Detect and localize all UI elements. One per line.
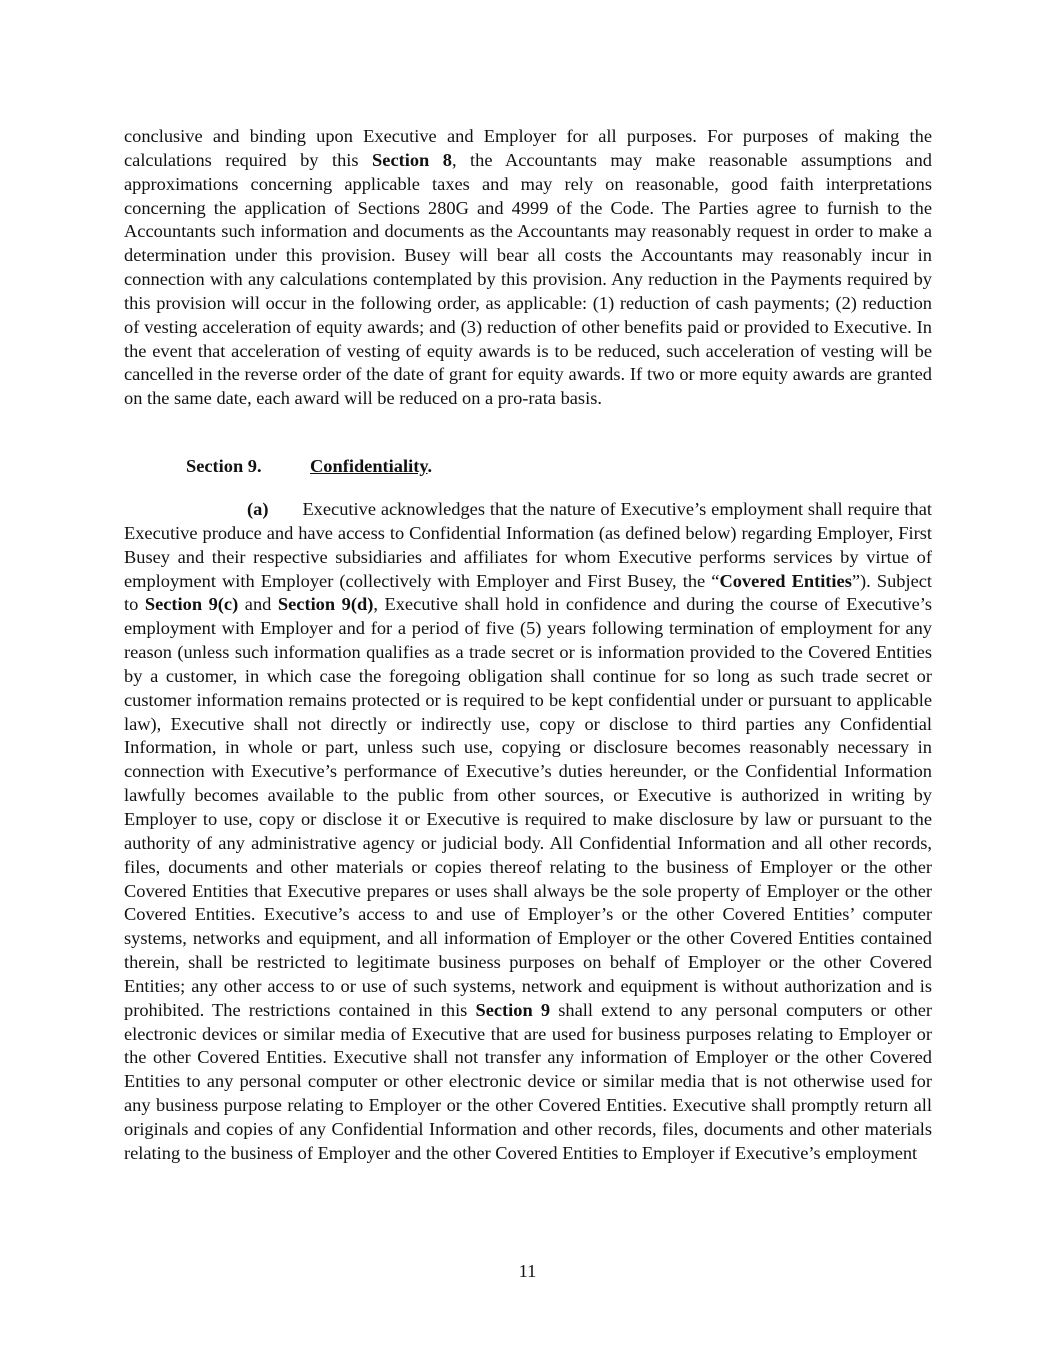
section-title-period: . xyxy=(427,456,433,476)
text-run: conclusive and binding upon Executive and Employer for all purposes. For purposes of making the calculations required by this xyxy=(124,126,932,170)
page-number: 11 xyxy=(518,1261,537,1281)
section-number: Section 9. xyxy=(186,456,262,476)
text-run: , the Accountants may make reasonable assumptions and approximations concerning applicable taxes and may rely on reasonable, good faith interpretations concerning the application of Sections 280G and 4999 of the Code. The Parties agree to furnish to the Accountants such information and documents as the Accountants may reasonably request in order to make a determination under this provision. Busey will bear all costs the Accountants may reasonably incur in connection with any calculations contemplated by this provision. Any reduction in the Payments required by this provision will occur in the following order, as applicable: (1) reduction of cash payments; (2) reduction of vesting acceleration of equity awards; and (3) reduction of other benefits paid or provided to Executive. In the event that acceleration of vesting of equity awards is to be reduced, such acceleration of vesting will be cancelled in the reverse order of the date of grant for equity awards. If two or more equity awards are granted on the same date, each award will be reduced on a pro-rata basis. xyxy=(124,149,932,409)
paragraph-9a xyxy=(124,498,932,1166)
text-run: and xyxy=(238,594,278,615)
text-run: ”). Subject to xyxy=(124,570,933,615)
section-reference: Section 9 xyxy=(475,999,551,1020)
section-heading xyxy=(186,455,432,479)
text-run: Executive acknowledges that the nature of Executive’s employment shall require that Executive produce and have access to Confidential Information (as defined below) regarding Employer, First Busey and their respective subsidiaries and affiliates for whom Executive performs services by virtue of employment with Employer (collectively with Employer and First Busey, the “ xyxy=(124,499,932,591)
subsection-label: (a) xyxy=(247,499,269,519)
paragraph-section-8-continuation xyxy=(124,125,932,411)
section-reference: Section 8 xyxy=(372,149,452,170)
text-run: , Executive shall hold in confidence and during the course of Executive’s employment with Employer and for a period of five (5) years following termination of employment for any reason (unless such information qualifies as a trade secret or is information provided to the Covered Entities by a customer, in which case the foregoing obligation shall continue for so long as such trade secret or customer information remains protected or is required to be kept confidential under or pursuant to applicable law), Executive shall not directly or indirectly use, copy or disclose to third parties any Confidential Information, in whole or part, unless such use, copying or disclosure becomes reasonably necessary in connection with Executive’s performance of Executive’s duties hereunder, or the Confidential Information lawfully becomes available to the public from other sources, or Executive is authorized in writing by Employer to use, copy or disclose it or Executive is required to make disclosure by law or pursuant to the authority of any administrative agency or judicial body. All Confidential Information and all other records, files, documents and other materials or copies thereof relating to the business of Employer or the other Covered Entities that Executive prepares or uses shall always be the sole property of Employer or the other Covered Entities. Executive’s access to and use of Employer’s or the other Covered Entities’ computer systems, networks and equipment, and all information of Employer or the other Covered Entities contained therein, shall be restricted to legitimate business purposes on behalf of Employer or the other Covered Entities; any other access to or use of such systems, network and equipment is without authorization and is prohibited. The restrictions contained in this xyxy=(124,594,933,1020)
section-reference: Section 9(c) xyxy=(144,594,239,615)
section-title: Confidentiality xyxy=(310,456,428,476)
defined-term: Covered Entities xyxy=(719,570,852,591)
section-reference: Section 9(d) xyxy=(277,594,374,615)
text-run: shall extend to any personal computers or other electronic devices or similar media of Executive that are used for business purposes relating to Employer or the other Covered Entities. Executive shall not transfer any information of Employer or the other Covered Entities to any personal computer or other electronic device or similar media that is not otherwise used for any business purpose relating to Employer or the other Covered Entities. Executive shall promptly return all originals and copies of any Confidential Information and other records, files, documents and other materials relating to the business of Employer and the other Covered Entities to Employer if Executive’s employment xyxy=(124,999,932,1163)
